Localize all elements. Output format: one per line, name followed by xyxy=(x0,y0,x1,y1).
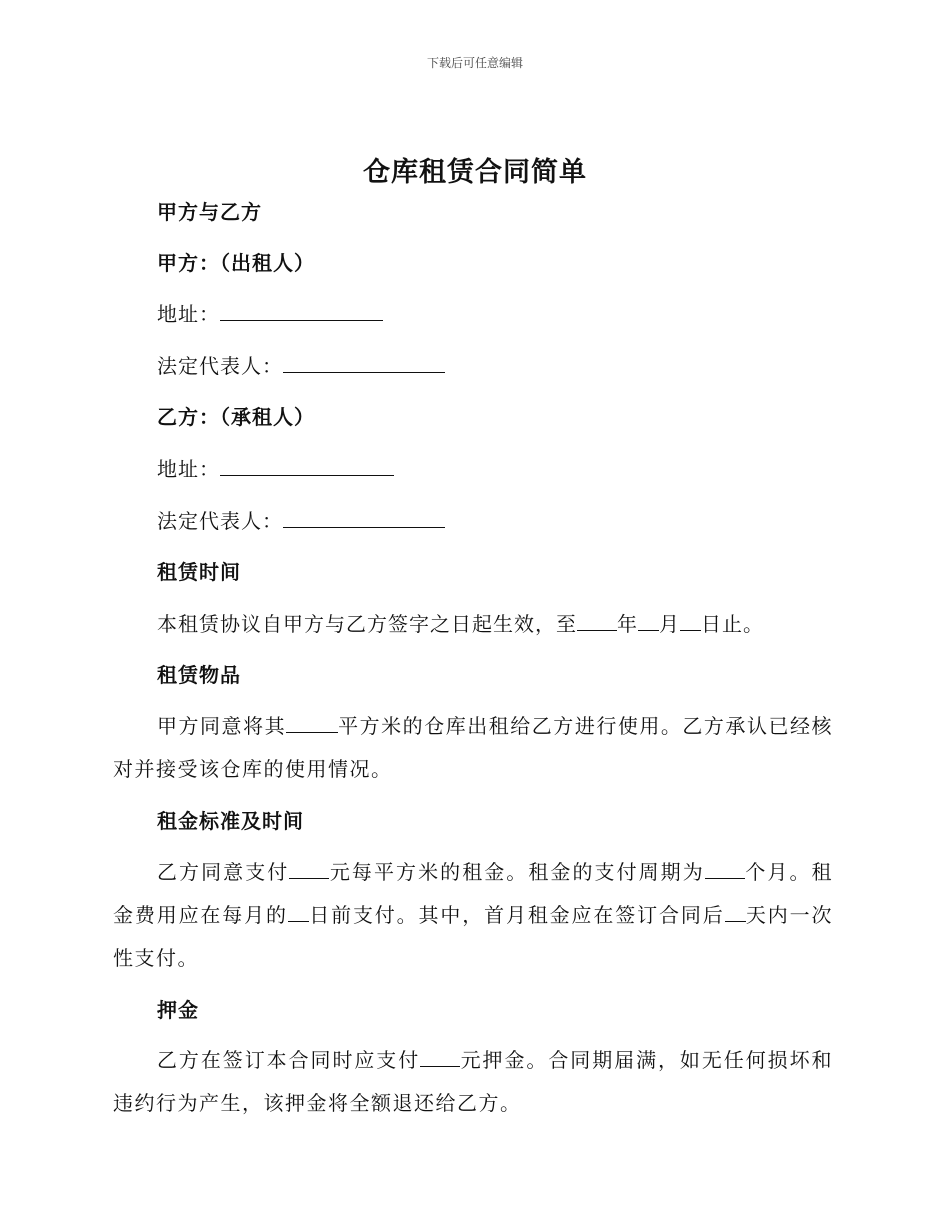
term-month-blank xyxy=(638,610,659,631)
goods-area-blank xyxy=(286,712,338,733)
deposit-amount-blank xyxy=(420,1046,460,1067)
deposit-text-part: 乙方在签订本合同时应支付 xyxy=(157,1048,421,1072)
deposit-heading: 押金 xyxy=(157,998,199,1022)
goods-heading: 租赁物品 xyxy=(157,663,241,687)
header-note: 下载后可任意编辑 xyxy=(426,56,523,70)
term-heading: 租赁时间 xyxy=(157,560,241,584)
party-b-rep-label: 法定代表人： xyxy=(157,509,283,533)
rent-first-days-blank xyxy=(725,901,746,922)
party-b-rep-blank xyxy=(283,507,445,528)
term-text-part: 本租赁协议自甲方与乙方签字之日起生效，至 xyxy=(157,612,577,636)
rent-period-blank xyxy=(705,858,745,879)
party-b-representative xyxy=(157,507,445,535)
party-b-address xyxy=(157,455,394,483)
document-title: 仓库租赁合同简单 xyxy=(363,157,587,188)
rent-text-part: 元每平方米的租金。租金的支付周期为 xyxy=(329,860,705,884)
term-month-label: 月 xyxy=(659,612,680,636)
rent-price-blank xyxy=(289,858,329,879)
rent-text-part: 日前支付。其中，首月租金应在签订合同后 xyxy=(308,903,725,927)
party-b-address-blank xyxy=(220,455,394,476)
rent-text-part: 乙方同意支付 xyxy=(157,860,290,884)
term-year-blank xyxy=(577,610,617,631)
rent-text-part: 天内一次性支付。 xyxy=(113,903,833,970)
goods-paragraph xyxy=(113,705,833,791)
party-a-address-blank xyxy=(220,300,383,321)
term-year-label: 年 xyxy=(617,612,638,636)
deposit-paragraph xyxy=(113,1039,833,1125)
party-a-label: 甲方：（出租人） xyxy=(157,251,315,275)
party-b-label: 乙方：（承租人） xyxy=(157,405,315,429)
deposit-text-part: 元押金。合同期届满，如无任何损坏和违约行为产生，该押金将全额退还给乙方。 xyxy=(113,1048,834,1115)
party-b-address-label: 地址： xyxy=(157,457,220,481)
rent-day-blank xyxy=(288,901,309,922)
rent-paragraph xyxy=(113,851,833,980)
party-a-rep-blank xyxy=(283,352,445,373)
parties-heading: 甲方与乙方 xyxy=(157,200,262,224)
rent-text-part: 个月。租金费用应在每月的 xyxy=(113,860,834,927)
party-a-address xyxy=(157,300,383,328)
goods-text-part: 甲方同意将其 xyxy=(157,714,287,738)
party-a-rep-label: 法定代表人： xyxy=(157,354,283,378)
goods-text-part: 平方米的仓库出租给乙方进行使用。乙方承认已经核对并接受该仓库的使用情况。 xyxy=(113,714,834,781)
term-day-blank xyxy=(680,610,701,631)
party-a-representative xyxy=(157,352,445,380)
party-a-address-label: 地址： xyxy=(157,302,220,326)
term-text xyxy=(157,610,764,638)
term-day-label: 日止。 xyxy=(701,612,764,636)
rent-heading: 租金标准及时间 xyxy=(157,809,304,833)
